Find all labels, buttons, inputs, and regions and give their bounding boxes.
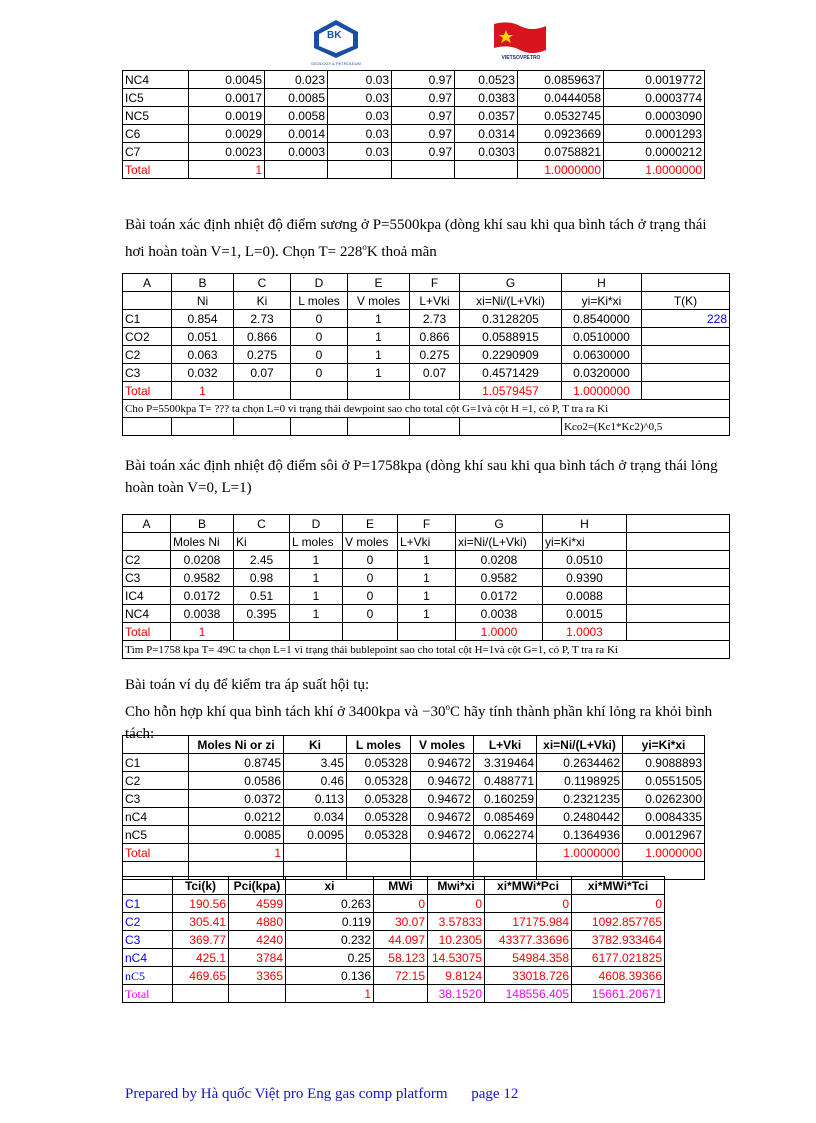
- table-flash-calculation: [122, 735, 705, 880]
- note-row: Tìm P=1758 kpa T= 49C ta chọn L=1 vì trạng thái bublepoint sao cho total cột H=1và cột G=1, có P, T tra ra Ki: [123, 641, 730, 659]
- bk-logo-text: BK: [327, 30, 342, 41]
- table-row: IC4 0.0172 0.51 1 0 1 0.0172 0.0088: [123, 587, 730, 605]
- table-row: C3 0.9582 0.98 1 0 1 0.9582 0.9390: [123, 569, 730, 587]
- table-row: C1 0.854 2.73 0 1 2.73 0.3128205 0.8540000 228: [123, 310, 730, 328]
- total-row: Total 1 1.0579457 1.0000000: [123, 382, 730, 400]
- dewpoint-description: Bài toán xác định nhiệt độ điểm sương ở P=5500kpa (dòng khí sau khi qua bình tách ở trạng thái hơi hoàn toàn V=1, L=0). Chọn $T= 228^oK$ thoả mãn: [125, 217, 707, 260]
- vietsovpetro-logo-text: VIETSOVPETRO: [501, 55, 541, 61]
- bk-logo: [310, 18, 362, 60]
- column-letters-row: A B C D E F G H: [123, 515, 730, 533]
- total-row: Total 1 1.0000 1.0003: [123, 623, 730, 641]
- table-row: NC4 0.0038 0.395 1 0 1 0.0038 0.0015: [123, 605, 730, 623]
- table-pseudo-critical: [122, 876, 665, 1003]
- table-row: C2 0.0208 2.45 1 0 1 0.0208 0.0510: [123, 551, 730, 569]
- header-row: Tci(k) Pci(kpa) xi MWi Mwi*xi xi*MWi*Pci xi*MWi*Tci: [123, 877, 665, 895]
- table-row: C3 369.77 4240 0.232 44.097 10.2305 43377.33696 3782.933464: [123, 931, 665, 949]
- table-row: C2 305.41 4880 0.119 30.07 3.57833 17175.984 1092.857765: [123, 913, 665, 931]
- header-row: Moles Ni or zi Ki L moles V moles L+Vki xi=Ni/(L+Vki) yi=Ki*xi: [123, 736, 705, 754]
- table-row: CO2 0.051 0.866 0 1 0.866 0.0588915 0.0510000: [123, 328, 730, 346]
- table-row: nC5 469.65 3365 0.136 72.15 9.8124 33018.726 4608.39366: [123, 967, 665, 985]
- table-row: nC4 425.1 3784 0.25 58.123 14.53075 54984.358 6177.021825: [123, 949, 665, 967]
- bk-logo-subtitle: GEOLOGY & PETROLEUM: [311, 61, 361, 66]
- footer-credit: Prepared by Hà quốc Việt pro Eng gas comp platform: [125, 1086, 448, 1102]
- table-row: C6 0.0029 0.0014 0.03 0.97 0.0314 0.0923669 0.0001293: [123, 125, 705, 143]
- header-row: Moles Ni Ki L moles V moles L+Vki xi=Ni/(L+Vki) yi=Ki*xi: [123, 533, 730, 551]
- page-footer: [125, 1086, 518, 1103]
- table-bubblepoint: [122, 514, 730, 659]
- table-row: NC4 0.0045 0.023 0.03 0.97 0.0523 0.0859637 0.0019772: [123, 71, 705, 89]
- note-row: Cho P=5500kpa T= ??? ta chọn L=0 vì trạng thái dewpoint sao cho total cột G=1và cột H =1, có P, T tra ra Ki: [123, 400, 730, 418]
- page-number: page 12: [471, 1086, 519, 1102]
- table-row: nC4 0.0212 0.034 0.05328 0.94672 0.085469 0.2480442 0.0084335: [123, 808, 705, 826]
- vietsovpetro-logo: [492, 20, 548, 56]
- header-row: Ni Ki L moles V moles L+Vki xi=Ni/(L+Vki) yi=Ki*xi T(K): [123, 292, 730, 310]
- formula-row: [123, 418, 730, 436]
- column-letters-row: A B C D E F G H: [123, 274, 730, 292]
- total-row: Total 1 1.0000000 1.0000000: [123, 161, 705, 179]
- total-row: Total 1 38.1520 148556.405 15661.20671: [123, 985, 665, 1003]
- table-row: nC5 0.0085 0.0095 0.05328 0.94672 0.062274 0.1364936 0.0012967: [123, 826, 705, 844]
- formula: Kco2=(Kc1*Kc2)^0,5: [562, 418, 730, 436]
- table-row: NC5 0.0019 0.0058 0.03 0.97 0.0357 0.0532745 0.0003090: [123, 107, 705, 125]
- table-row: IC5 0.0017 0.0085 0.03 0.97 0.0383 0.0444058 0.0003774: [123, 89, 705, 107]
- table-row: C2 0.0586 0.46 0.05328 0.94672 0.488771 0.1198925 0.0551505: [123, 772, 705, 790]
- table-row: C1 0.8745 3.45 0.05328 0.94672 3.319464 0.2634462 0.9088893: [123, 754, 705, 772]
- table-row: C2 0.063 0.275 0 1 0.275 0.2290909 0.0630000: [123, 346, 730, 364]
- table-k-values-continued: [122, 70, 705, 179]
- table-dewpoint: [122, 273, 730, 436]
- total-row: Total 1 1.0000000 1.0000000: [123, 844, 705, 862]
- table-row: C1 190.56 4599 0.263 0 0 0 0: [123, 895, 665, 913]
- table-row: C3 0.032 0.07 0 1 0.07 0.4571429 0.0320000: [123, 364, 730, 382]
- bubblepoint-description: Bài toán xác định nhiệt độ điểm sôi ở P=1758kpa (dòng khí sau khi qua bình tách ở trạng thái lỏng hoàn toàn V=0, L=1): [125, 458, 718, 496]
- convergence-pressure-description: Bài toán ví dụ để kiểm tra áp suất hội tụ: Cho hỗn hợp khí qua bình tách khí ở 3400kpa và $-30^oC$ hãy tính thành phần khí lỏng ra khỏi bình tách:: [125, 677, 713, 742]
- temperature-value: 228: [642, 310, 730, 328]
- table-row: C7 0.0023 0.0003 0.03 0.97 0.0303 0.0758821 0.0000212: [123, 143, 705, 161]
- table-row: C3 0.0372 0.113 0.05328 0.94672 0.160259 0.2321235 0.0262300: [123, 790, 705, 808]
